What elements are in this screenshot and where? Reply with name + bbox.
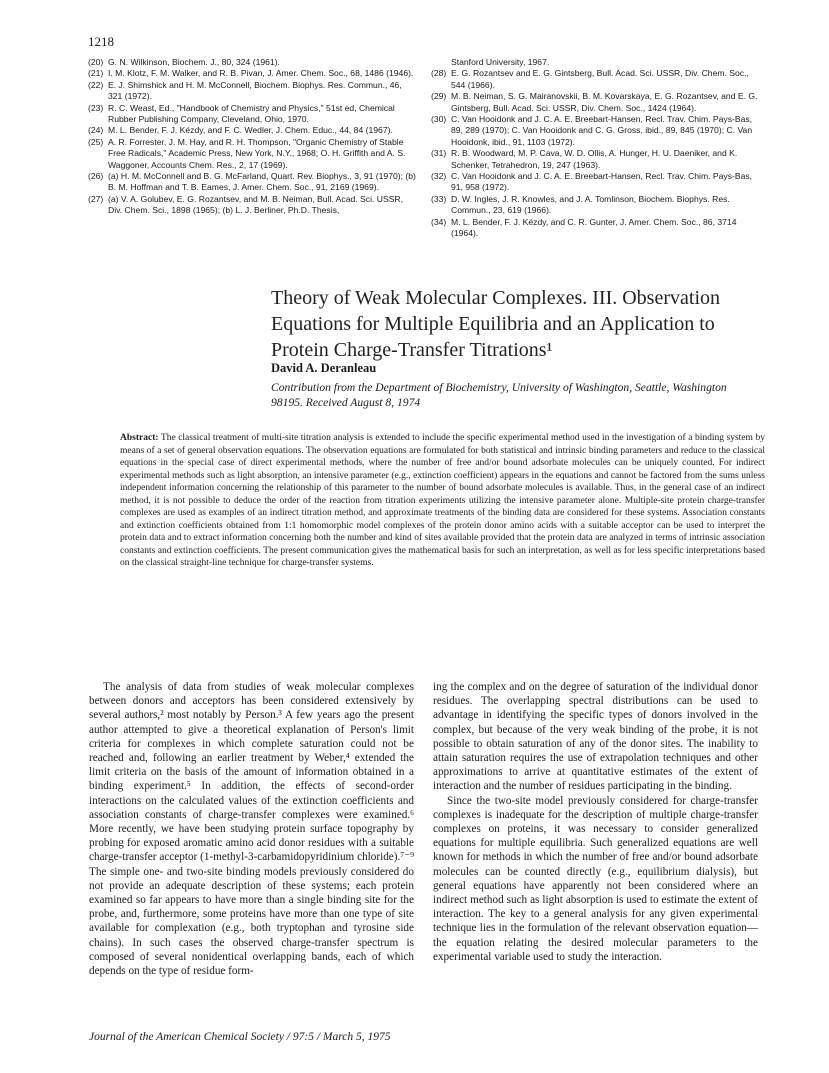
reference-item: (28) E. G. Rozantsev and E. G. Gintsberg, Bull. Acad. Sci. USSR, Div. Chem. Soc., 544 (1966). [431,68,749,90]
references-left [88,57,418,217]
body-paragraph: Since the two-site model previously considered for charge-transfer complexes is inadequate for the description of multiple charge-transfer complexes on proteins, it was necessary to consider generalized equations for multiple equilibria. Such generalized equations are well known for methods in which the number of free and/or bound adsorbate molecules can be counted directly (e.g., equilibrium dialysis), but general equations have apparently not been considered where an indirect method such as light absorption is used to estimate the extent of interaction. The key to a general analysis for any given experimental technique lies in the formulation of the relevant observation equation—the equation relating the desired molecular parameters to the experimental variable used to study the interaction. [433,794,758,963]
abstract [120,432,765,570]
reference-item: (23) R. C. Weast, Ed., "Handbook of Chemistry and Physics," 51st ed, Chemical Rubber Publishing Company, Cleveland, Ohio, 1970. [88,102,395,125]
reference-item: (34) M. L. Bender, F. J. Kézdy, and C. R. Gunter, J. Amer. Chem. Soc., 86, 3714 (1964). [431,216,737,239]
reference-item: (29) M. B. Neiman, S. G. Mairanovskii, B. M. Kovarskaya, E. G. Rozantsev, and E. G. Gintsberg, Bull. Acad. Sci. USSR, Div. Chem. Soc., 1424 (1964). [431,91,758,113]
reference-item: (31) R. B. Woodward, M. P. Cava, W. D. Ollis, A. Hunger, H. U. Daeniker, and K. Schenker, Tetrahedron, 19, 247 (1963). [431,148,738,170]
reference-item: (21) I. M. Klotz, F. M. Walker, and R. B. Pivan, J. Amer. Chem. Soc., 68, 1486 (1946). [88,68,414,79]
reference-item: (26) (a) H. M. McConnell and B. G. McFarland, Quart. Rev. Biophys., 3, 91 (1970); (b) B. M. Hoffman and T. B. Eames, J. Amer. Chem. Soc., 91, 2169 (1969). [88,171,416,193]
reference-item: (24) M. L. Bender, F. J. Kézdy, and F. C. Wedler, J. Chem. Educ., 44, 84 (1967). [88,125,393,136]
reference-item: (27) (a) V. A. Golubev, E. G. Rozantsev, and M. B. Neiman, Bull. Acad. Sci. USSR, Div. Chem. Sci., 1898 (1965); (b) L. J. Berliner, Ph.D. Thesis, [88,193,404,216]
reference-item: (33) D. W. Ingles, J. R. Knowles, and J. A. Tomlinson, Biochem. Biophys. Res. Commun., 23, 619 (1966). [431,193,730,216]
body-paragraph: The analysis of data from studies of weak molecular complexes between donors and acceptors has been considered extensively by several authors,² most notably by Person.³ A few years ago the present author attempted to give a theoretical explanation of Person's limit criteria for complexes in which complete saturation could not be reached and, following an earlier treatment by Weber,⁴ extended the limit criteria on the basis of the amount of information obtained in a binding experiment.⁵ In addition, the effects of second-order interactions on the calculated values of the extinction coefficients and association constants of charge-transfer complexes were examined.⁶ More recently, we have been studying protein surface topography by probing for exposed aromatic amino acid donor residues with a suitable charge-transfer acceptor (1-methyl-3-carbamidopyridinium chloride).⁷⁻⁹ The simple one- and two-site binding models previously considered do not provide an adequate description of these systems; each protein examined so far appears to have more than a single binding site for the probe, and, furthermore, some proteins have more than one type of site available for complexation (e.g., both tryptophan and tyrosine side chains). In such cases the observed charge-transfer spectrum is composed of several nonidentical overlapping bands, each of which depends on the type of residue form- [89,681,414,978]
body-column-left [89,680,414,978]
article-title: Theory of Weak Molecular Complexes. III. Observation Equations for Multiple Equilibria and an Application to Protein Charge-Transfer Titrations¹ [271,287,720,361]
journal-footer: Journal of the American Chemical Society / 97:5 / March 5, 1975 [89,1031,391,1043]
abstract-label: Abstract: [120,433,159,443]
reference-continuation: Stanford University, 1967. [451,57,550,67]
body-paragraph: ing the complex and on the degree of saturation of the individual donor residues. The overlapping spectral distributions can be used to advantage in identifying the specific types of donors involved in the complex, but because of the very weak binding of the probe, it is not possible to obtain saturation of any of the donor sites. The inability to attain saturation requires the use of extrapolation techniques and other approximations to arrive at quantitative estimates of the extent of interaction and the number of residues participating in the binding. [433,681,758,793]
page-number: 1218 [88,34,114,49]
abstract-text: The classical treatment of multi-site titration analysis is extended to include the specific experimental method used in the investigation of a binding system by means of a set of general observation equations. The observation equations are formulated for both statistical and intrinsic binding parameters and reduce to the classical equations in the special case of direct experimental methods, where the number of free and/or bound adsorbate molecules can be uniquely counted. For indirect experimental methods such as light absorption, an intensive parameter (e.g., extinction coefficient) appears in the equations and cannot be factored from the sums unless independent information concerning the relationship of this parameter to the number of bound adsorbate molecules is available. Thus, in the general case of an indirect method, it is not possible to deduce the order of the reaction from titration experiments utilizing the intensive parameter alone. Multiple-site protein charge-transfer complexes are used as examples of an indirect titration method, and approximate treatments of the binding data are considered for these systems. Association constants and extinction coefficients obtained from 1:1 homomorphic model complexes of the protein donor amino acids with a suitable acceptor can be used to interpret the protein data and to extract information concerning both the number and kind of sites available provided that the protein data are analyzed in terms of intrinsic association constants and extinction coefficients. The present communication gives the mathematical basis for such an interpretation, as well as for less specific interpretations based on the classical straight-line technique for charge-transfer systems. [120,433,765,568]
body-column-right [433,680,758,964]
reference-item: (20) G. N. Wilkinson, Biochem. J., 80, 324 (1961). [88,57,280,67]
references-right [431,57,761,240]
reference-item: (30) C. Van Hooidonk and J. C. A. E. Breebart-Hansen, Recl. Trav. Chim. Pays-Bas, 89, 289 (1970); C. Van Hooidonk and C. G. Gross, ibid., 89, 845 (1970); C. Van Hooidonk, ibid., 91, 1103 (1972). [431,114,753,147]
article-author: David A. Deranleau [271,361,377,375]
author-affiliation: Contribution from the Department of Biochemistry, University of Washington, Seattle, Washington 98195. Received August 8, 1974 [271,381,727,409]
reference-item: (25) A. R. Forrester, J. M. Hay, and R. H. Thompson, "Organic Chemistry of Stable Free Radicals," Academic Press, New York, N.Y., 1968; O. H. Griffith and A. S. Waggoner, Accounts Chem. Res., 2, 17 (1969). [88,136,406,170]
reference-item: (32) C. Van Hooidonk and J. C. A. E. Breebart-Hansen, Recl. Trav. Chim. Pays-Bas, 91, 958 (1972). [431,171,753,193]
reference-item: (22) E. J. Shimshick and H. M. McConnell, Biochem. Biophys. Res. Commun., 46, 321 (1972). [88,79,402,102]
